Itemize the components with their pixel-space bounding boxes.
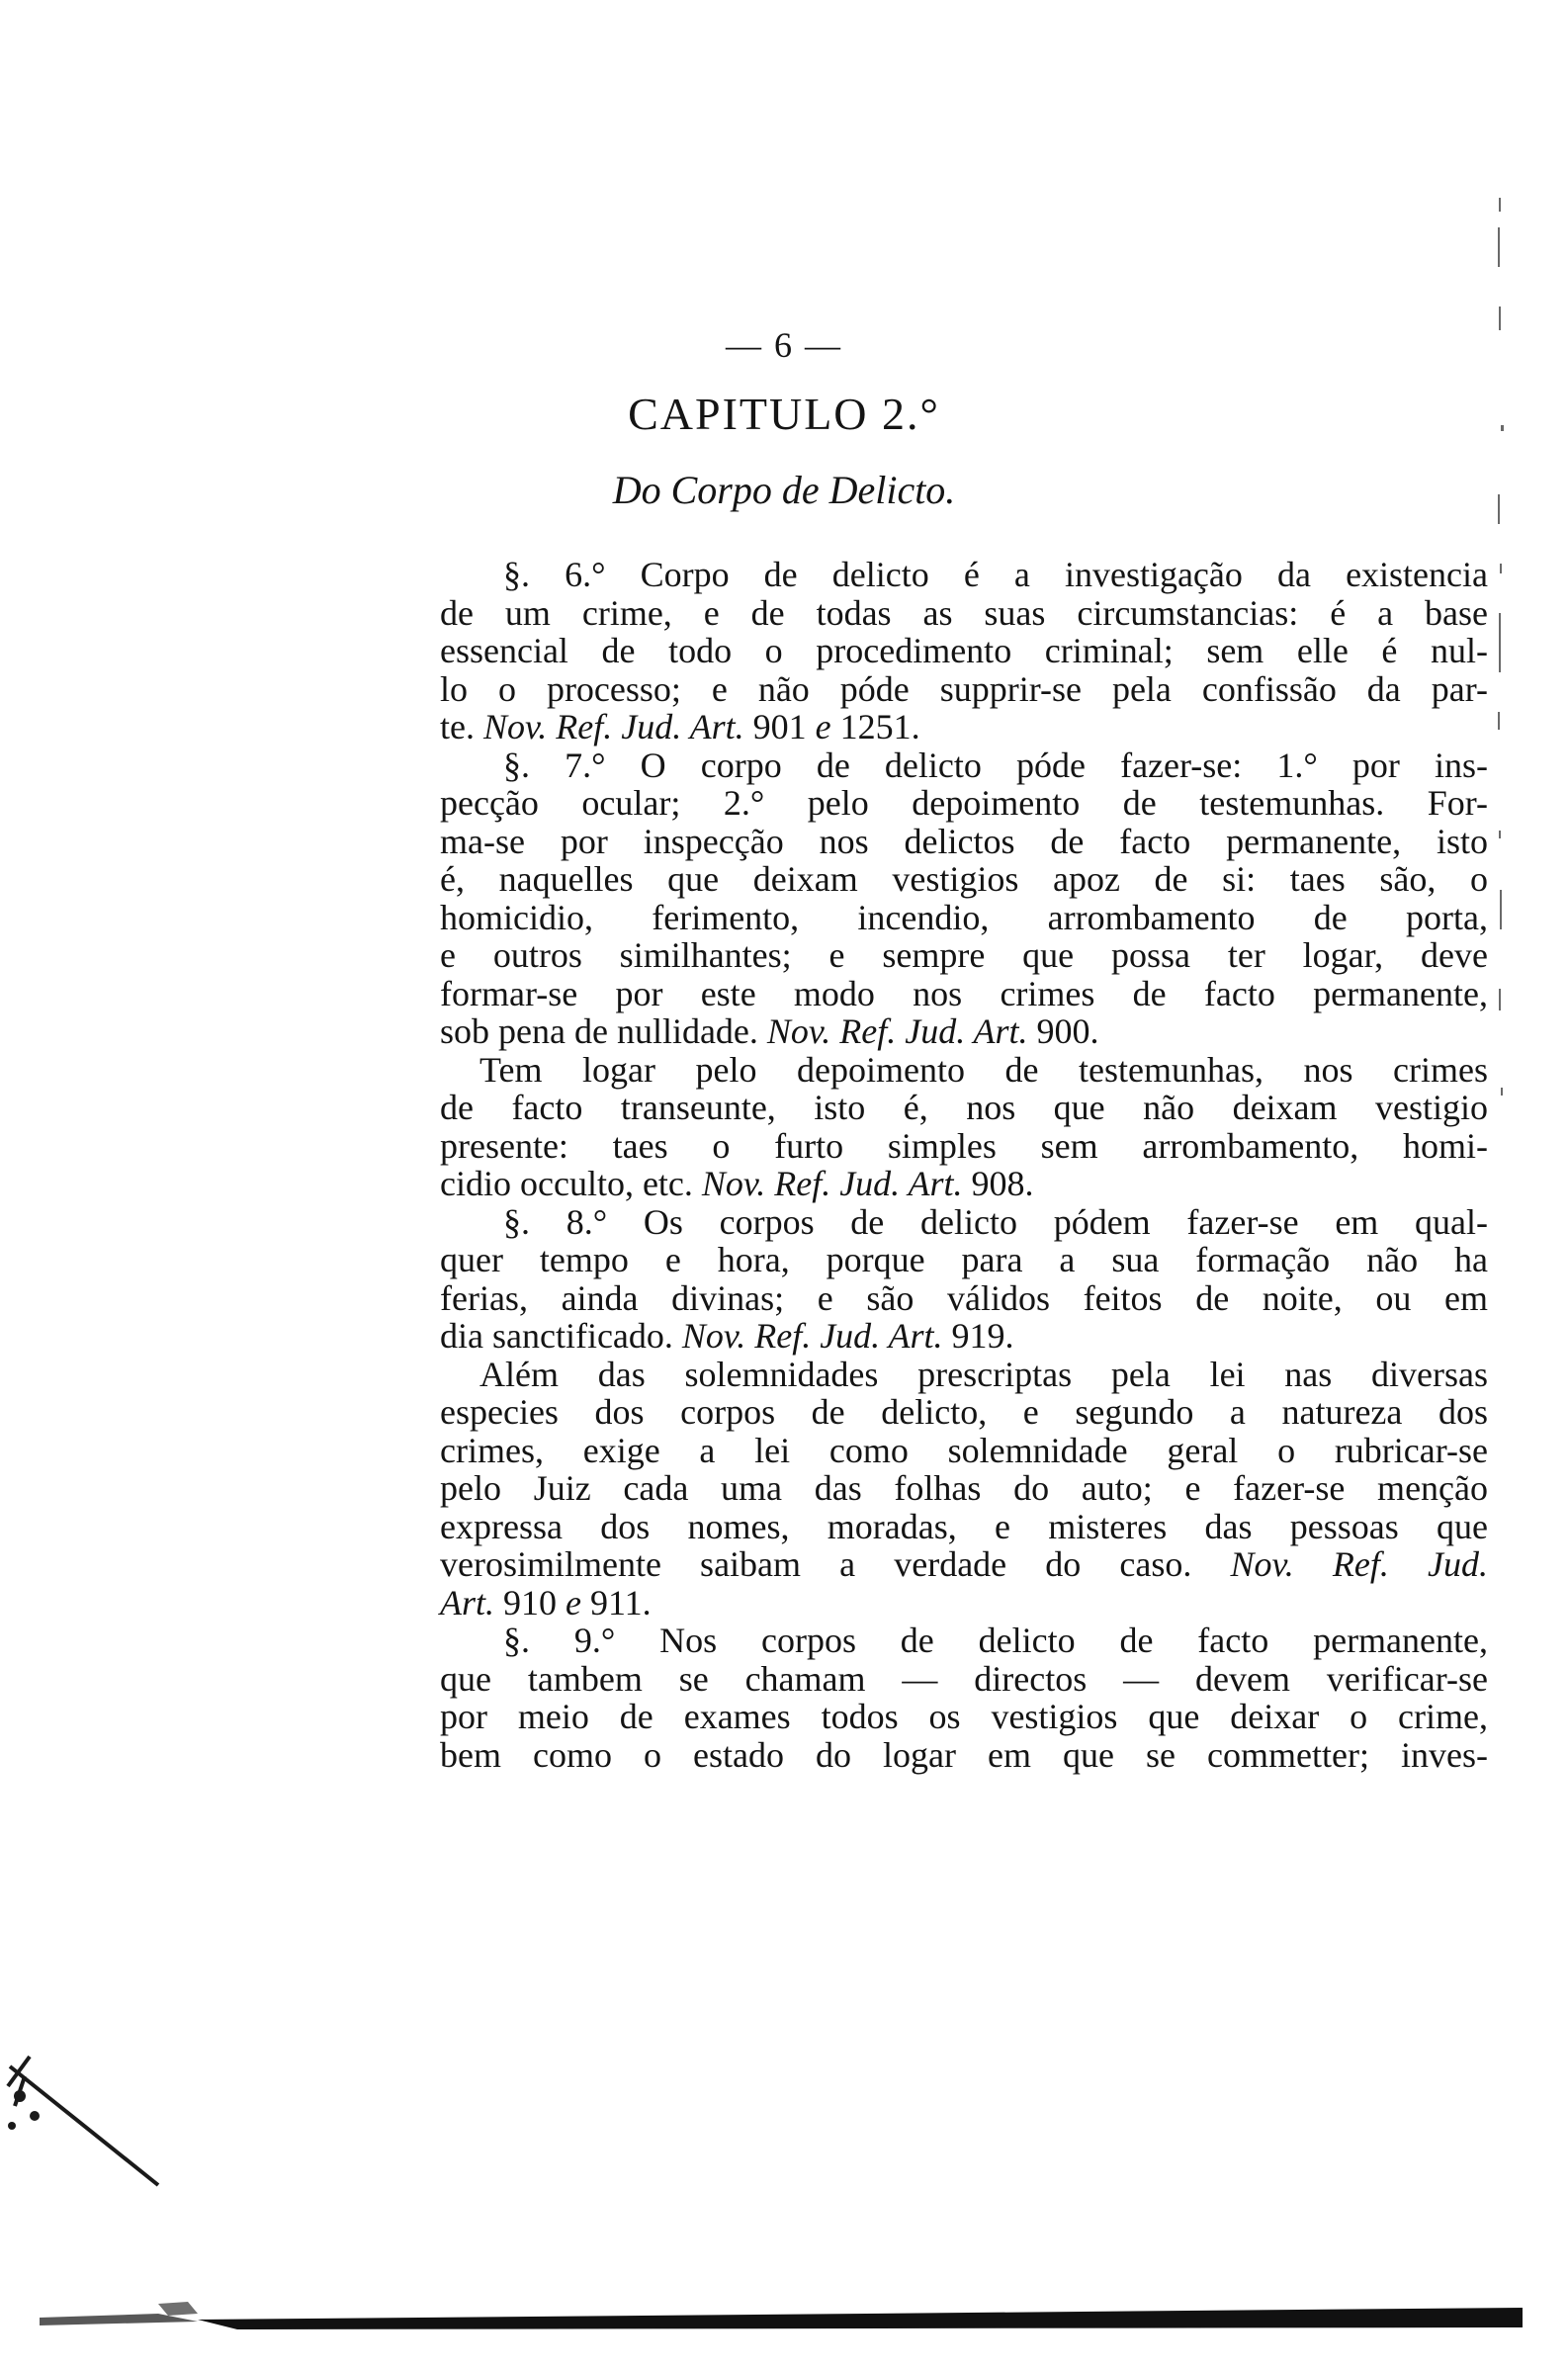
text-line (440, 1469, 1488, 1508)
text-line (440, 1012, 1488, 1051)
line-text: ma-se por inspecção nos delictos de facto permanente, isto (440, 821, 1488, 861)
scan-corner-mark (0, 2037, 188, 2195)
line-text: §. 9.° Nos corpos de delicto de facto permanente, (503, 1621, 1488, 1660)
line-text: que tambem se chamam — directos — devem verificar-se (440, 1658, 1488, 1699)
text-line (440, 975, 1488, 1013)
line-text: e outros similhantes; e sempre que possa ter logar, deve (440, 935, 1488, 975)
text-line (440, 1545, 1488, 1584)
text-line (440, 556, 1488, 594)
line-text: bem como o estado do logar em que se commetter; inves- (440, 1734, 1488, 1775)
text-line (440, 670, 1488, 709)
line-text: cidio occulto, etc. (440, 1164, 702, 1203)
line-text: homicidio, ferimento, incendio, arrombamento de porta, (440, 897, 1488, 937)
line-text: te. (440, 707, 483, 746)
line-text: pelo Juiz cada uma das folhas do auto; e fazer-se menção (440, 1468, 1488, 1508)
section-heading: Do Corpo de Delicto. (612, 468, 956, 512)
line-text: presente: taes o furto simples sem arrombamento, homi- (440, 1125, 1488, 1166)
text-line (440, 1393, 1488, 1432)
text-line (440, 899, 1488, 937)
citation-text: Nov. Ref. Jud. Art. (482, 707, 744, 746)
scan-bottom-smear (40, 2284, 1523, 2353)
text-line (440, 594, 1488, 633)
line-text: crimes, exige a lei como solemnidade geral o rubricar-se (440, 1430, 1488, 1470)
line-text: é, naquelles que deixam vestigios apoz de si: taes são, o (440, 859, 1488, 899)
line-text: dia sanctificado. (440, 1316, 682, 1356)
line-text: 900. (1027, 1011, 1099, 1051)
citation-text: Nov. Ref. Jud. Art. (681, 1316, 943, 1356)
line-text: quer tempo e hora, porque para a sua formação não ha (440, 1240, 1488, 1279)
line-text: 908. (962, 1164, 1034, 1203)
citation-text: Nov. Ref. Jud. Art. (701, 1164, 963, 1203)
line-text: 911. (581, 1582, 652, 1623)
citation-text: e (566, 1582, 581, 1623)
text-line (440, 1622, 1488, 1660)
text-line (440, 1508, 1488, 1546)
text-line (440, 632, 1488, 670)
line-text: verosimilmente saibam a verdade do caso. (440, 1544, 1231, 1584)
text-line (440, 1660, 1488, 1699)
chapter-title: CAPITULO 2.° (628, 389, 940, 439)
text-line (440, 746, 1488, 785)
line-text: formar-se por este modo nos crimes de facto permanente, (440, 973, 1488, 1013)
text-line (440, 936, 1488, 975)
line-text: 919. (942, 1316, 1014, 1356)
text-line (440, 1698, 1488, 1736)
line-text: 910 (494, 1582, 566, 1623)
line-text: 1251. (830, 707, 920, 746)
citation-text: Art. (440, 1582, 495, 1623)
line-text: Tem logar pelo depoimento de testemunhas, nos crimes (479, 1049, 1488, 1090)
line-text: por meio de exames todos os vestigios que deixar o crime, (440, 1697, 1488, 1736)
line-text: ferias, ainda divinas; e são válidos feitos de noite, ou em (440, 1277, 1488, 1318)
text-line (440, 1736, 1488, 1775)
text-line (440, 784, 1488, 823)
citation-text: e (815, 707, 831, 746)
scan-edge-specks (1489, 198, 1509, 1186)
body-text (440, 556, 1488, 1774)
text-line (440, 860, 1488, 899)
line-text: pecção ocular; 2.° pelo depoimento de testemunhas. For- (440, 783, 1488, 823)
line-text: expressa dos nomes, moradas, e misteres das pessoas que (440, 1506, 1488, 1546)
text-line (440, 1279, 1488, 1318)
text-line (440, 1203, 1488, 1242)
line-text: §. 8.° Os corpos de delicto pódem fazer-se em qual- (503, 1201, 1488, 1242)
line-text: §. 6.° Corpo de delicto é a investigação da existencia (503, 555, 1488, 594)
citation-text: Nov. Ref. Jud. Art. (766, 1011, 1028, 1051)
line-text: sob pena de nullidade. (440, 1011, 767, 1051)
text-line (440, 1241, 1488, 1279)
line-text: especies dos corpos de delicto, e segundo a natureza dos (440, 1392, 1488, 1432)
text-line (440, 1432, 1488, 1470)
text-line (440, 1317, 1488, 1356)
text-line (440, 1127, 1488, 1166)
citation-text: Nov. Ref. Jud. (1230, 1544, 1488, 1584)
line-text: Além das solemnidades prescriptas pela lei nas diversas (479, 1354, 1488, 1394)
text-line (440, 1356, 1488, 1394)
line-text: lo o processo; e não póde supprir-se pela confissão da par- (440, 668, 1488, 709)
text-line (440, 708, 1488, 746)
text-line (440, 1165, 1488, 1203)
text-line (440, 1089, 1488, 1127)
line-text: 901 (743, 707, 816, 746)
line-text: essencial de todo o procedimento criminal; sem elle é nul- (440, 631, 1488, 670)
text-line (440, 1584, 1488, 1623)
line-text: de facto transeunte, isto é, nos que não deixam vestigio (440, 1088, 1488, 1127)
text-line (440, 823, 1488, 861)
page-number: — 6 — (726, 325, 842, 365)
line-text: §. 7.° O corpo de delicto póde fazer-se: 1.° por ins- (503, 745, 1488, 785)
text-line (440, 1051, 1488, 1090)
line-text: de um crime, e de todas as suas circumstancias: é a base (440, 592, 1488, 633)
